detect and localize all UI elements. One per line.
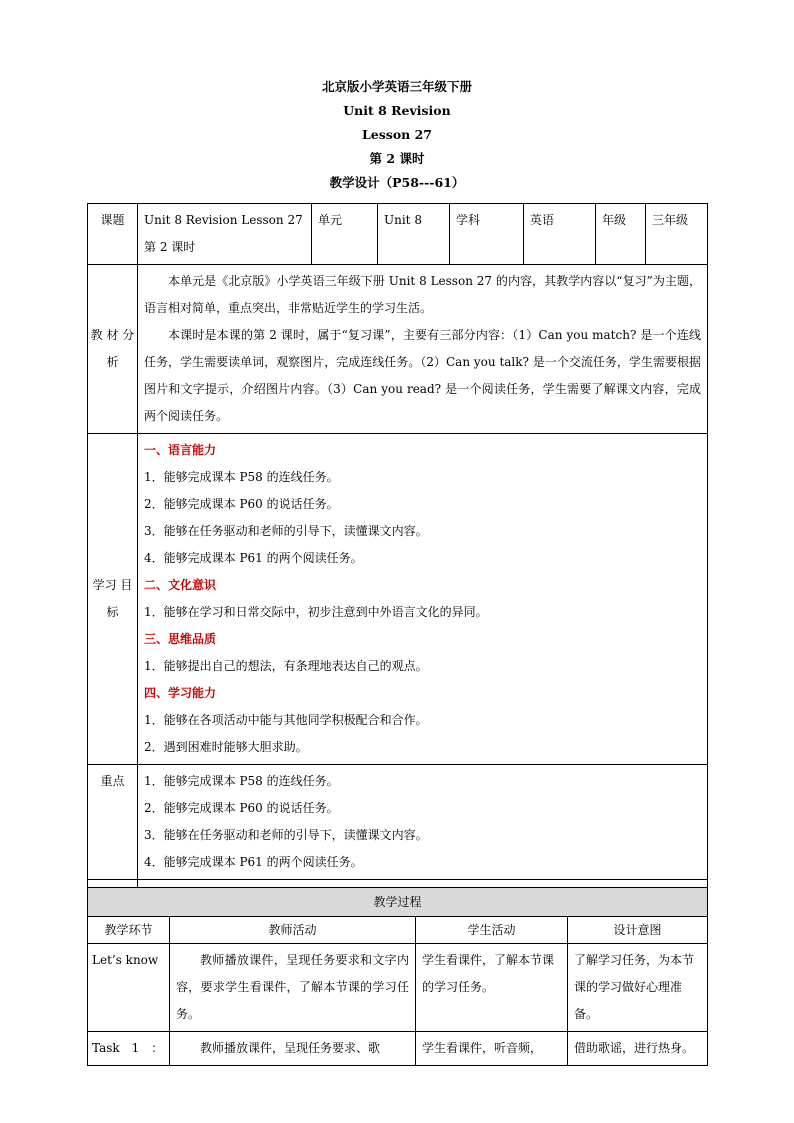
- topic-label: 课题: [88, 204, 138, 265]
- subject-value: 英语: [524, 204, 596, 265]
- document-titles: [0, 75, 794, 195]
- teacher-activity-cell: 教师播放课件，呈现任务要求、歌: [170, 1032, 416, 1066]
- title-lesson: Lesson 27: [362, 127, 432, 142]
- goals-label: 学习 目标: [88, 434, 138, 765]
- table-row: [88, 944, 708, 1032]
- title-unit: Unit 8 Revision: [343, 103, 451, 118]
- title-design: 教学设计（P58---61）: [329, 175, 465, 190]
- goal-item: 1．能够提出自己的想法，有条理地表达自己的观点。: [144, 659, 428, 673]
- keypoint-item: 1．能够完成课本 P58 的连线任务。: [144, 774, 339, 788]
- analysis-paragraph: 本单元是《北京版》小学英语三年级下册 Unit 8 Lesson 27 的内容，其教学内容以“复习”为主题，语言相对简单，重点突出，非常贴近学生的学习生活。: [144, 274, 701, 315]
- lesson-info-table: [87, 203, 708, 914]
- title-book: 北京版小学英语三年级下册: [321, 79, 472, 94]
- goal-item: 3．能够在任务驱动和老师的引导下，读懂课文内容。: [144, 524, 428, 538]
- goal-item: 1．能够在各项活动中能与其他同学积极配合和合作。: [144, 713, 428, 727]
- goal-item: 1．能够在学习和日常交际中，初步注意到中外语言文化的异同。: [144, 605, 488, 619]
- goal-item: 2．能够完成课本 P60 的说话任务。: [144, 497, 339, 511]
- analysis-paragraph: 本课时是本课的第 2 课时，属于“复习课”，主要有三部分内容：（1）Can you match? 是一个连线任务，学生需要读单词，观察图片，完成连线任务。（2）Can you talk? 是一个交流任务，学生需要根据图片和文字提示，介绍图片内容。（3）Can you read? 是一个阅读任务，学生需要了解课文内容，完成两个阅读任务。: [144, 328, 701, 423]
- design-intent-cell: 了解学习任务，为本节课的学习做好心理准备。: [568, 944, 708, 1032]
- goals-content: [138, 434, 708, 765]
- keypoint-item: 2．能够完成课本 P60 的说话任务。: [144, 801, 339, 815]
- stage-cell: Task 1 ：: [88, 1032, 170, 1066]
- teaching-process-table: [87, 887, 708, 1066]
- col-header-intent: 设计意图: [568, 917, 708, 944]
- grade-label: 年级: [596, 204, 646, 265]
- student-activity-cell: 学生看课件，听音频，: [416, 1032, 568, 1066]
- teacher-activity-cell: 教师播放课件，呈现任务要求和文字内容，要求学生看课件，了解本节课的学习任务。: [170, 944, 416, 1032]
- process-title: 教学过程: [88, 888, 708, 917]
- unit-value: Unit 8: [378, 204, 450, 265]
- goal-item: 2．遇到困难时能够大胆求助。: [144, 740, 308, 754]
- keypoint-item: 3．能够在任务驱动和老师的引导下，读懂课文内容。: [144, 828, 428, 842]
- design-intent-cell: 借助歌谣，进行热身。: [568, 1032, 708, 1066]
- col-header-stage: 教学环节: [88, 917, 170, 944]
- goal-heading: 四、学习能力: [144, 686, 217, 700]
- keypoints-label: 重点: [88, 765, 138, 880]
- keypoint-item: 4．能够完成课本 P61 的两个阅读任务。: [144, 855, 363, 869]
- stage-cell: Let’s know: [88, 944, 170, 1032]
- student-activity-cell: 学生看课件，了解本节课的学习任务。: [416, 944, 568, 1032]
- subject-label: 学科: [450, 204, 524, 265]
- col-header-student: 学生活动: [416, 917, 568, 944]
- title-period: 第 2 课时: [369, 151, 425, 166]
- goal-item: 4．能够完成课本 P61 的两个阅读任务。: [144, 551, 363, 565]
- grade-value: 三年级: [646, 204, 708, 265]
- goal-heading: 一、语言能力: [144, 443, 217, 457]
- goal-heading: 二、文化意识: [144, 578, 217, 592]
- goal-item: 1．能够完成课本 P58 的连线任务。: [144, 470, 339, 484]
- analysis-content: [138, 265, 708, 434]
- col-header-teacher: 教师活动: [170, 917, 416, 944]
- unit-label: 单元: [312, 204, 378, 265]
- table-row: [88, 1032, 708, 1066]
- goal-heading: 三、思维品质: [144, 632, 217, 646]
- keypoints-content: [138, 765, 708, 880]
- analysis-label: 教 材 分析: [88, 265, 138, 434]
- topic-value: Unit 8 Revision Lesson 27 第 2 课时: [138, 204, 312, 265]
